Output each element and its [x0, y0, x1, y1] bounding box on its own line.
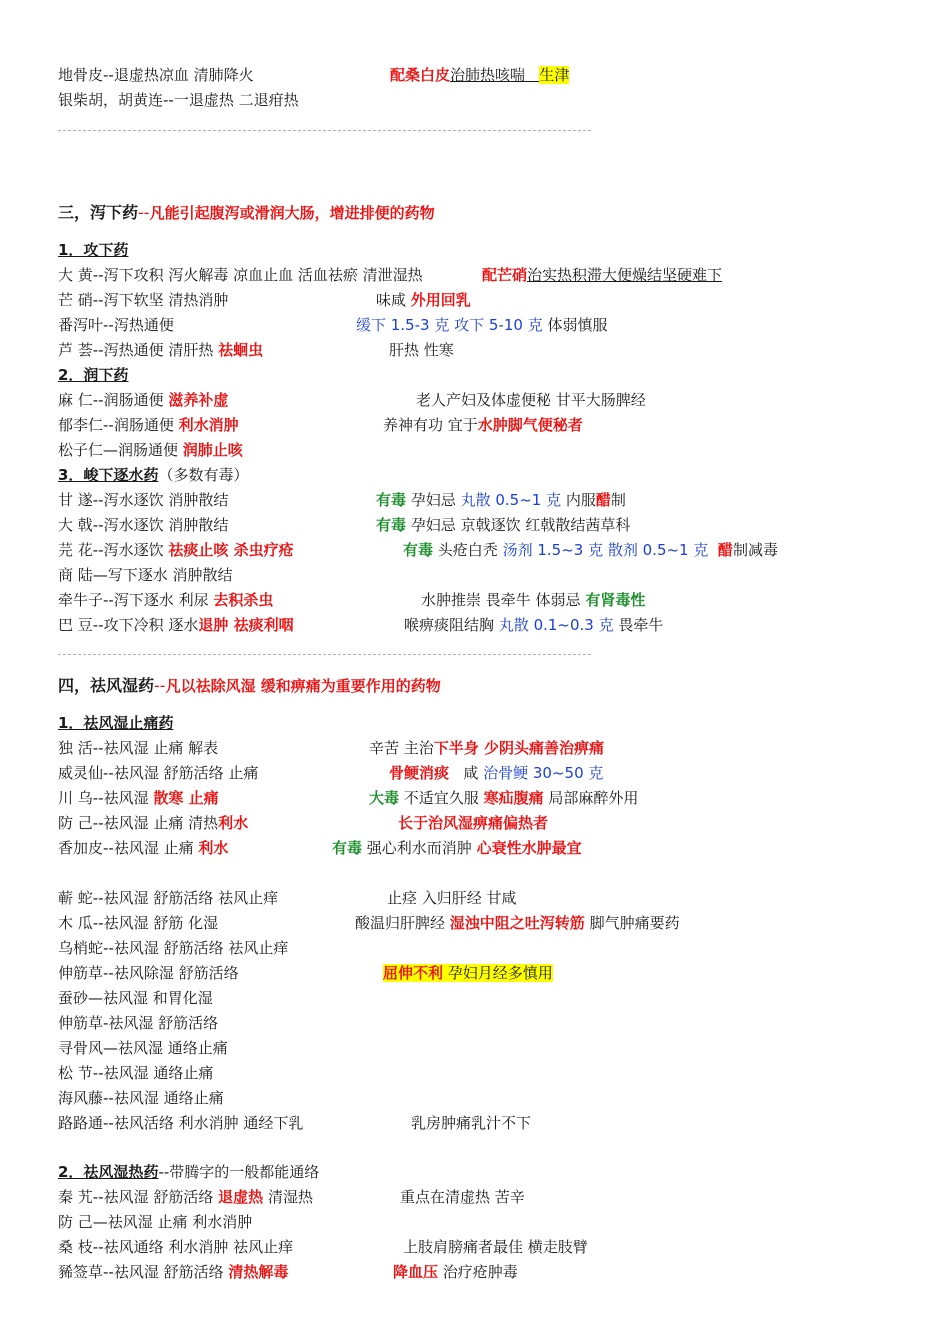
entry-note: 有毒 孕妇忌 丸散 0.5~1 克 内服醋制 [376, 491, 626, 509]
entry-qishe [58, 888, 278, 908]
entry-text: 桑 枝--祛风通络 利水消肿 祛风止痒 [58, 1238, 294, 1256]
entry-text: 蕲 蛇--祛风湿 舒筋活络 祛风止痒 [58, 889, 279, 907]
entry-mugua [58, 913, 218, 933]
entry-text: 松 节--祛风湿 通络止痛 [58, 1064, 214, 1082]
entry-xiangjiapi: 香加皮--祛风湿 止痛 利水 [58, 839, 229, 857]
entry-shenjincao [58, 963, 239, 983]
entry-note: 乳房肿痛乳汁不下 [411, 1114, 532, 1132]
entry-note: 上肢肩膀痛者最佳 横走肢臂 [403, 1238, 588, 1256]
entry-note: 降血压 治疗疮肿毒 [393, 1263, 518, 1281]
entry-note: 有毒 强心利水而消肿 心衰性水肿最宜 [332, 839, 582, 857]
entry-qianniuzi: 牵牛子--泻下逐水 利尿 去积杀虫 [58, 591, 274, 609]
entry-shanglu [58, 565, 233, 585]
entry-note: 肝热 性寒 [389, 341, 454, 359]
entry-text: 香加皮--祛风湿 止痛 [58, 839, 194, 857]
section-heading: 四，祛风湿药--凡以祛除风湿 缓和痹痛为重要作用的药物 [58, 676, 441, 695]
entry-note: 长于治风湿痹痛偏热者 [398, 814, 549, 832]
section-description: 凡以祛除风湿 缓和痹痛为重要作用的药物 [165, 677, 441, 695]
entry-note: 辛苦 主治下半身 少阴头痛善治痹痛 [369, 739, 605, 757]
entry-dahuang [58, 265, 423, 285]
entry-text: 伸筋草-祛风湿 舒筋活络 [58, 1014, 219, 1032]
entry-note: 有毒 头疮白秃 汤剂 1.5~3 克 散剂 0.5~1 克 醋制减毒 [403, 541, 778, 559]
entry-qinjiao: 秦 艽--祛风湿 舒筋活络 退虚热 清湿热 [58, 1188, 313, 1206]
entry-daji [58, 515, 228, 535]
entry-yuliren: 郁李仁--润肠通便 利水消肿 [58, 416, 239, 434]
entry-note: 养神有功 宜于水肿脚气便秘者 [383, 416, 583, 434]
entry-text: 松子仁—润肠通便 [58, 441, 179, 459]
subsection-heading: 1．祛风湿止痛药 [58, 714, 174, 732]
entry-text: 番泻叶--泻热通便 [58, 316, 174, 334]
entry-text: 木 瓜--祛风湿 舒筋 化湿 [58, 914, 219, 932]
entry-songjie [58, 1063, 213, 1083]
entry-note: 老人产妇及体虚便秘 甘平大肠脾经 [416, 391, 646, 409]
entry-text: 麻 仁--润肠通便 [58, 391, 164, 409]
entry-text: 蚕砂—祛风湿 和胃化湿 [58, 989, 213, 1007]
entry-text: 路路通--祛风活络 利水消肿 通经下乳 [58, 1114, 304, 1132]
entry-text: 芦 荟--泻热通便 清肝热 [58, 341, 214, 359]
entry-note: 酸温归肝脾经 湿浊中阻之吐泻转筋 脚气肿痛要药 [355, 914, 680, 932]
entry-yinchaihu [58, 90, 299, 110]
entry-note: 屈伸不利 孕妇月经多慎用 [383, 964, 553, 982]
section-title: 三，泻下药 [58, 203, 139, 222]
entry-songziren: 松子仁—润肠通便 润肺止咳 [58, 441, 243, 459]
entry-text: 牵牛子--泻下逐水 利尿 [58, 591, 209, 609]
entry-text: 海风藤--祛风湿 通络止痛 [58, 1089, 224, 1107]
entry-note: 配芒硝治实热积滞大便燥结坚硬难下 [482, 266, 723, 284]
entry-sangzhi [58, 1237, 293, 1257]
entry-note: 水肿推崇 畏牵牛 体弱忌 有肾毒性 [421, 591, 646, 609]
entry-weilingxian [58, 763, 258, 783]
entry-chuanwu: 川 乌--祛风湿 散寒 止痛 [58, 789, 219, 807]
entry-note [390, 65, 569, 85]
entry-cansha [58, 988, 213, 1008]
entry-digupi [58, 65, 254, 85]
entry-text: 秦 艽--祛风湿 舒筋活络 [58, 1188, 214, 1206]
entry-text: 乌梢蛇--祛风湿 舒筋活络 祛风止痒 [58, 939, 289, 957]
entry-wushaoshe [58, 938, 288, 958]
entry-shenjincao-2 [58, 1013, 218, 1033]
entry-badou: 巴 豆--攻下冷积 逐水退肿 祛痰利咽 [58, 616, 294, 634]
entry-text: 巴 豆--攻下冷积 逐水 [58, 616, 199, 634]
entry-duhuo [58, 738, 218, 758]
entry-text: 芫 花--泻水逐饮 [58, 541, 164, 559]
entry-text: 豨签草--祛风湿 舒筋活络 [58, 1263, 224, 1281]
entry-maren: 麻 仁--润肠通便 滋养补虚 [58, 391, 229, 409]
entry-text: 川 乌--祛风湿 [58, 789, 149, 807]
entry-haifengteng [58, 1088, 224, 1108]
section-heading: 三，泻下药--凡能引起腹泻或滑润大肠，增进排便的药物 [58, 203, 435, 222]
entry-text: 郁李仁--润肠通便 [58, 416, 174, 434]
entry-text: 寻骨风—祛风湿 通络止痛 [58, 1039, 228, 1057]
entry-luhui: 芦 荟--泻热通便 清肝热 祛蛔虫 [58, 341, 264, 359]
entry-text: 独 活--祛风湿 止痛 解表 [58, 739, 219, 757]
entry-lulutong [58, 1113, 303, 1133]
entry-text: 甘 遂--泻水逐饮 消肿散结 [58, 491, 229, 509]
entry-xiqiancao: 豨签草--祛风湿 舒筋活络 清热解毒 [58, 1263, 289, 1281]
entry-text: 防 己—祛风湿 止痛 利水消肿 [58, 1213, 253, 1231]
entry-text: 地骨皮--退虚热凉血 清肺降火 [58, 66, 254, 84]
entry-text: 威灵仙--祛风湿 舒筋活络 止痛 [58, 764, 259, 782]
entry-text: 伸筋草--祛风除湿 舒筋活络 [58, 964, 239, 982]
entry-fangji-2 [58, 1212, 252, 1232]
entry-xungufeng [58, 1038, 228, 1058]
entry-note: 有毒 孕妇忌 京戟逐饮 红戟散结茜草科 [376, 516, 631, 534]
subsection-heading: 3．峻下逐水药（多数有毒） [58, 466, 249, 484]
entry-note: 骨鲠消痰 咸 治骨鲠 30~50 克 [389, 764, 604, 782]
subsection-heading: 2．润下药 [58, 366, 129, 384]
entry-mangxiao [58, 290, 228, 310]
subsection-heading: 2．祛风湿热药--带腾字的一般都能通络 [58, 1163, 320, 1181]
entry-text: 防 己--祛风湿 止痛 清热 [58, 814, 219, 832]
entry-text: 大 黄--泻下攻积 泻火解毒 凉血止血 活血祛瘀 清泄湿热 [58, 266, 423, 284]
section-title: 四，祛风湿药 [58, 676, 155, 695]
entry-text: 芒 硝--泻下软坚 清热消肿 [58, 291, 229, 309]
entry-note: 重点在清虚热 苦辛 [400, 1188, 525, 1206]
emphasis-red: 配桑白皮 [390, 66, 451, 84]
entry-yuanhua: 芫 花--泻水逐饮 祛痰止咳 杀虫疗疮 [58, 541, 294, 559]
dashed-divider [58, 654, 591, 655]
entry-note: 大毒 不适宜久服 寒疝腹痛 局部麻醉外用 [369, 789, 639, 807]
entry-text: 商 陆—写下逐水 消肿散结 [58, 566, 233, 584]
entry-note: 止痉 入归肝经 甘咸 [387, 889, 517, 907]
entry-note: 喉痹痰阻结胸 丸散 0.1~0.3 克 畏牵牛 [404, 616, 664, 634]
entry-note: 缓下 1.5-3 克 攻下 5-10 克 体弱慎服 [356, 316, 608, 334]
entry-text: 银柴胡，胡黄连--一退虚热 二退疳热 [58, 91, 299, 109]
section-description: 凡能引起腹泻或滑润大肠，增进排便的药物 [149, 204, 435, 222]
entry-note: 味咸 外用回乳 [376, 291, 471, 309]
entry-gansui [58, 490, 228, 510]
entry-text: 大 戟--泻水逐饮 消肿散结 [58, 516, 229, 534]
dashed-divider [58, 130, 591, 131]
underlined-note: 治肺热咳喘 [450, 66, 526, 84]
entry-fangji: 防 己--祛风湿 止痛 清热利水 [58, 814, 249, 832]
entry-fanxieye [58, 315, 174, 335]
highlighted-note: 生津 [539, 66, 570, 84]
subsection-heading: 1．攻下药 [58, 241, 129, 259]
